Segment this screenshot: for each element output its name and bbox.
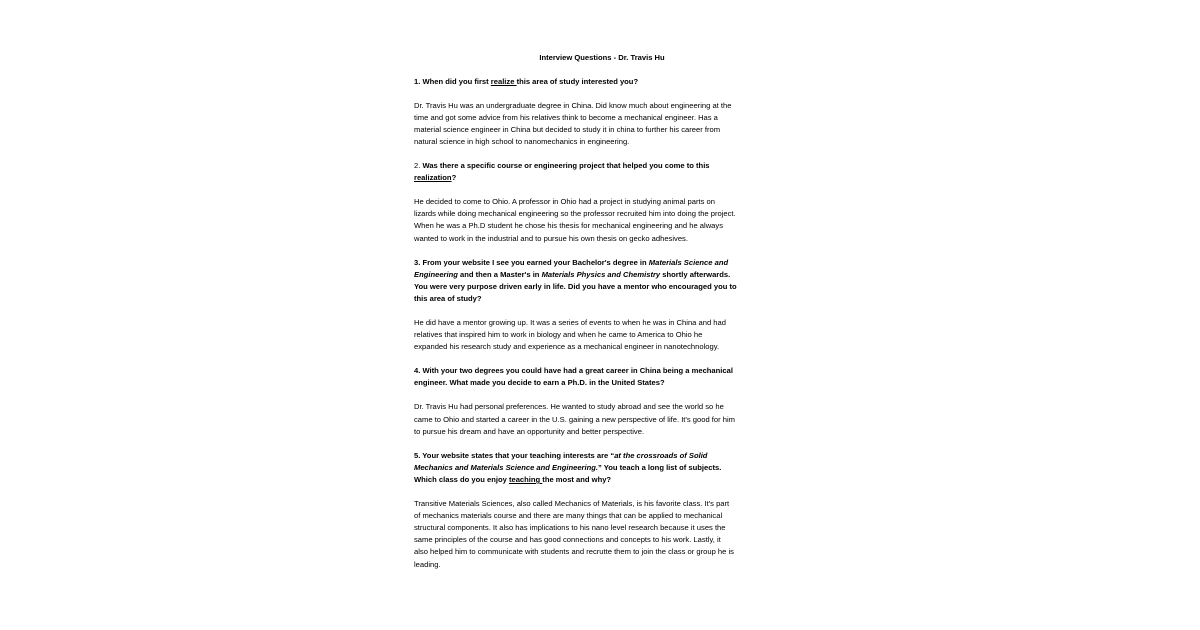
question-3-text: You were very purpose driven early in life. Did you have a mentor who encouraged you to [414,281,737,291]
question-5-text: Which class do you enjoy [414,474,509,484]
answer-3-line: relatives that inspired him to work in biology and when he came to America to Ohio he [414,330,703,340]
question-2 [414,160,790,184]
question-2-text-end: ? [451,173,457,183]
answer-4-line: Dr. Travis Hu had personal preferences. He wanted to study abroad and see the world so he [414,402,724,412]
answer-2-line: When he was a Ph.D student he chose his thesis for mechanical engineering and he always [414,221,723,231]
question-1 [414,76,790,88]
question-2-underlined: realization [414,173,452,183]
question-3-text: 3. From your website I see you earned your Bachelor's degree in [414,257,649,267]
answer-2 [414,196,790,244]
question-1-text-end: this area of study interested you? [516,76,639,86]
answer-1-line: Dr. Travis Hu was an undergraduate degree in China. Did know much about engineering at the [414,100,732,110]
question-5-italic: at the crossroads of Solid [614,450,708,460]
question-1-underlined: realize [490,76,517,86]
answer-4 [414,401,790,437]
question-3-text: shortly afterwards. [660,269,731,279]
document-page [414,52,790,571]
answer-2-line: wanted to work in the industrial and to pursue his own thesis on gecko adhesives. [414,233,688,243]
answer-5 [414,498,790,571]
answer-5-line: structural components. It also has implications to his nano level research because it uses the [414,523,726,533]
answer-3-line: expanded his research study and experience as a mechanical engineer in nanotechnology. [414,342,720,352]
document-title: Interview Questions - Dr. Travis Hu [539,53,665,62]
answer-5-line: leading. [414,559,441,569]
answer-5-line: also helped him to communicate with students and recrutte them to join the class or group he is [414,547,734,557]
answer-2-line: lizards while doing mechanical engineering so the professor recruited him into doing the project. [414,209,736,219]
question-3-italic: Engineering [414,269,458,279]
answer-5-line: same principles of the course and has good connections and concepts to his work. Lastly, it [414,535,721,545]
answer-5-line: of mechanics materials course and there are many things that can be applied to mechanical [414,511,723,521]
question-4 [414,365,790,389]
question-4-text: 4. With your two degrees you could have had a great career in China being a mechanical [414,366,733,376]
question-5-underlined: teaching [508,474,543,484]
answer-4-line: to pursue his dream and have an opportunity and better perspective. [414,426,645,436]
answer-1-line: time and got some advice from his relatives think to become a mechanical engineer. Has a [414,112,718,122]
answer-3-line: He did have a mentor growing up. It was a series of events to when he was in China and had [414,318,726,327]
question-3 [414,257,790,305]
question-2-number: 2. [414,161,423,171]
question-3-italic: Materials Science and [648,257,729,267]
question-5-text-end: the most and why? [542,474,612,484]
answer-2-line: He decided to come to Ohio. A professor in Ohio had a project in studying animal parts on [414,197,715,207]
answer-4-line: came to Ohio and started a career in the U.S. gaining a new perspective of life. It's good for him [414,414,735,424]
answer-5-line: Transitive Materials Sciences, also called Mechanics of Materials, is his favorite class. It's part [414,499,730,509]
answer-1-line: natural science in high school to nanomechanics in engineering. [414,136,630,146]
question-5 [414,450,790,486]
question-3-italic: Materials Physics and Chemistry [541,269,661,279]
answer-1 [414,100,790,148]
question-4-text: engineer. What made you decide to earn a Ph.D. in the United States? [414,378,665,388]
question-5-italic: Mechanics and Materials Science and Engineering. [414,462,598,472]
question-5-text: ” You teach a long list of subjects. [598,462,722,472]
question-2-text: Was there a specific course or engineering project that helped you come to this [422,161,710,171]
question-1-text: 1. When did you first [414,76,491,86]
question-5-text: 5. Your website states that your teaching interests are “ [414,450,615,460]
answer-3 [414,317,790,353]
question-3-text: and then a Master's in [457,269,542,279]
question-3-text: this area of study? [414,293,482,303]
answer-1-line: material science engineer in China but decided to study it in china to further his career from [414,124,721,134]
